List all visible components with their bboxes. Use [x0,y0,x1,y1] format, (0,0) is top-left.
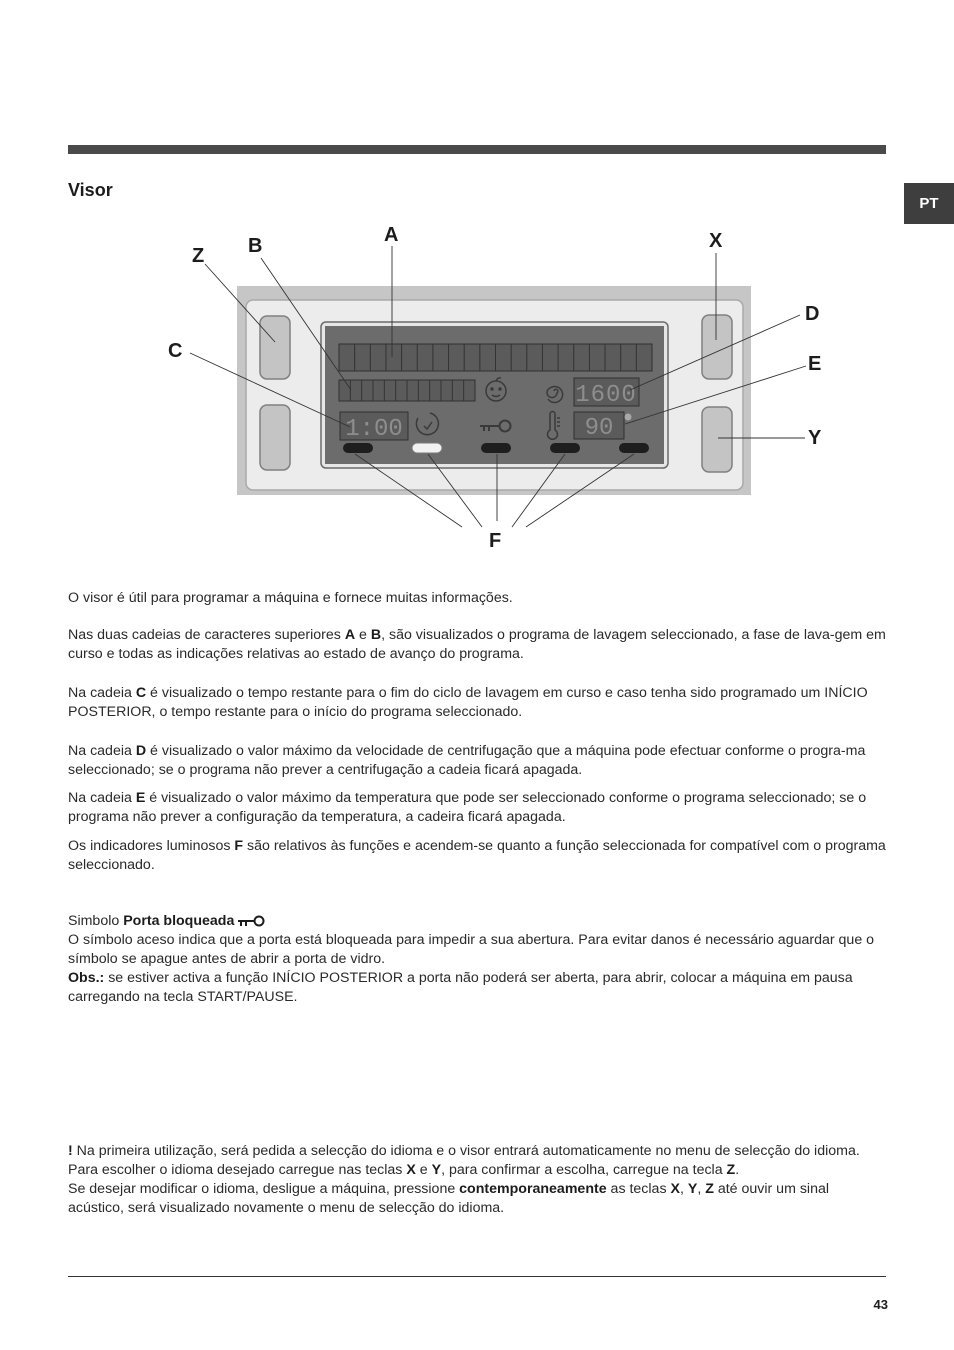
time-value: 1:00 [345,416,403,443]
intro-paragraph: O visor é útil para programar a máquina e fornece muitas informações. [68,590,513,606]
door-lock-obs: Obs.: se estiver activa a função INÍCIO POSTERIOR a porta não poderá ser aberta, para abrir, colocar a máquina em pausa carregando na tecla START/PAUSE. [68,970,853,1005]
language-note-line2: Para escolher o idioma desejado carregue nas teclas X e Y, para confirmar a escolha, carregue na tecla Z. [68,1162,740,1178]
callout-x: X [709,230,723,252]
door-lock-text: O símbolo aceso indica que a porta está bloqueada para impedir a sua abertura. Para evitar danos é necessário aguardar que o símbolo se apague antes de abrir a porta de vidro. [68,932,875,967]
temperature-value: 90 [584,415,614,442]
key-icon [237,915,265,927]
language-note-line1: ! Na primeira utilização, será pedida a selecção do idioma e o visor entrará automaticamente no menu de selecção do idioma. [68,1143,860,1159]
indicator-f1 [343,443,373,453]
indicator-f3 [481,443,511,453]
indicator-f5 [619,443,649,453]
callout-c: C [168,340,183,362]
paragraph-e: Na cadeia E é visualizado o valor máximo da temperatura que pode ser seleccionado conforme o programa seleccionado; se o programa não prever a configuração da temperatura, a cadeira ficará apagada. [68,790,867,825]
button-left-lower[interactable] [260,405,290,470]
callout-a: A [384,224,399,246]
paragraph-d: Na cadeia D é visualizado o valor máximo da velocidade de centrifugação que a máquina pode efectuar conforme o progra-ma seleccionado; se o programa não prever a centrifugação a cadeia ficará apagada. [68,743,866,778]
callout-e: E [808,353,822,375]
section-title: Visor [68,180,113,200]
button-y[interactable] [702,407,732,472]
button-z[interactable] [260,316,290,379]
callout-z: Z [192,245,205,267]
display-diagram [0,0,954,560]
callout-y: Y [808,427,822,449]
callout-d: D [805,303,820,325]
paragraph-f: Os indicadores luminosos F são relativos às funções e acendem-se quanto a função seleccionada for compatível com o programa seleccionado. [68,838,886,873]
page-number: 43 [873,1297,888,1312]
language-note-line3: Se desejar modificar o idioma, desligue a máquina, pressione contemporaneamente as teclas X, Y, Z até ouvir um sinal acústico, será visualizado novamente o menu de selecção do idioma. [68,1181,830,1216]
language-tab: PT [904,183,954,224]
callout-f: F [489,530,502,552]
language-note [68,1142,886,1218]
door-lock-section [68,912,886,1007]
degree-dot [625,414,632,421]
indicator-f4 [550,443,580,453]
paragraph-c: Na cadeia C é visualizado o tempo restante para o fim do ciclo de lavagem em curso e caso tenha sido programado um INÍCIO POSTERIOR, o tempo restante para o início do programa seleccionado. [68,685,868,720]
spin-value: 1600 [575,382,637,409]
callout-b: B [248,235,263,257]
door-lock-heading: Simbolo Porta bloqueada [68,912,886,931]
bottom-rule [68,1276,886,1277]
indicator-f2 [412,443,442,453]
paragraph-a-b: Nas duas cadeias de caracteres superiores A e B, são visualizados o programa de lavagem seleccionado, a fase de lava-gem em curso e todas as indicações relativas ao estado de avanço do programa. [68,627,886,662]
